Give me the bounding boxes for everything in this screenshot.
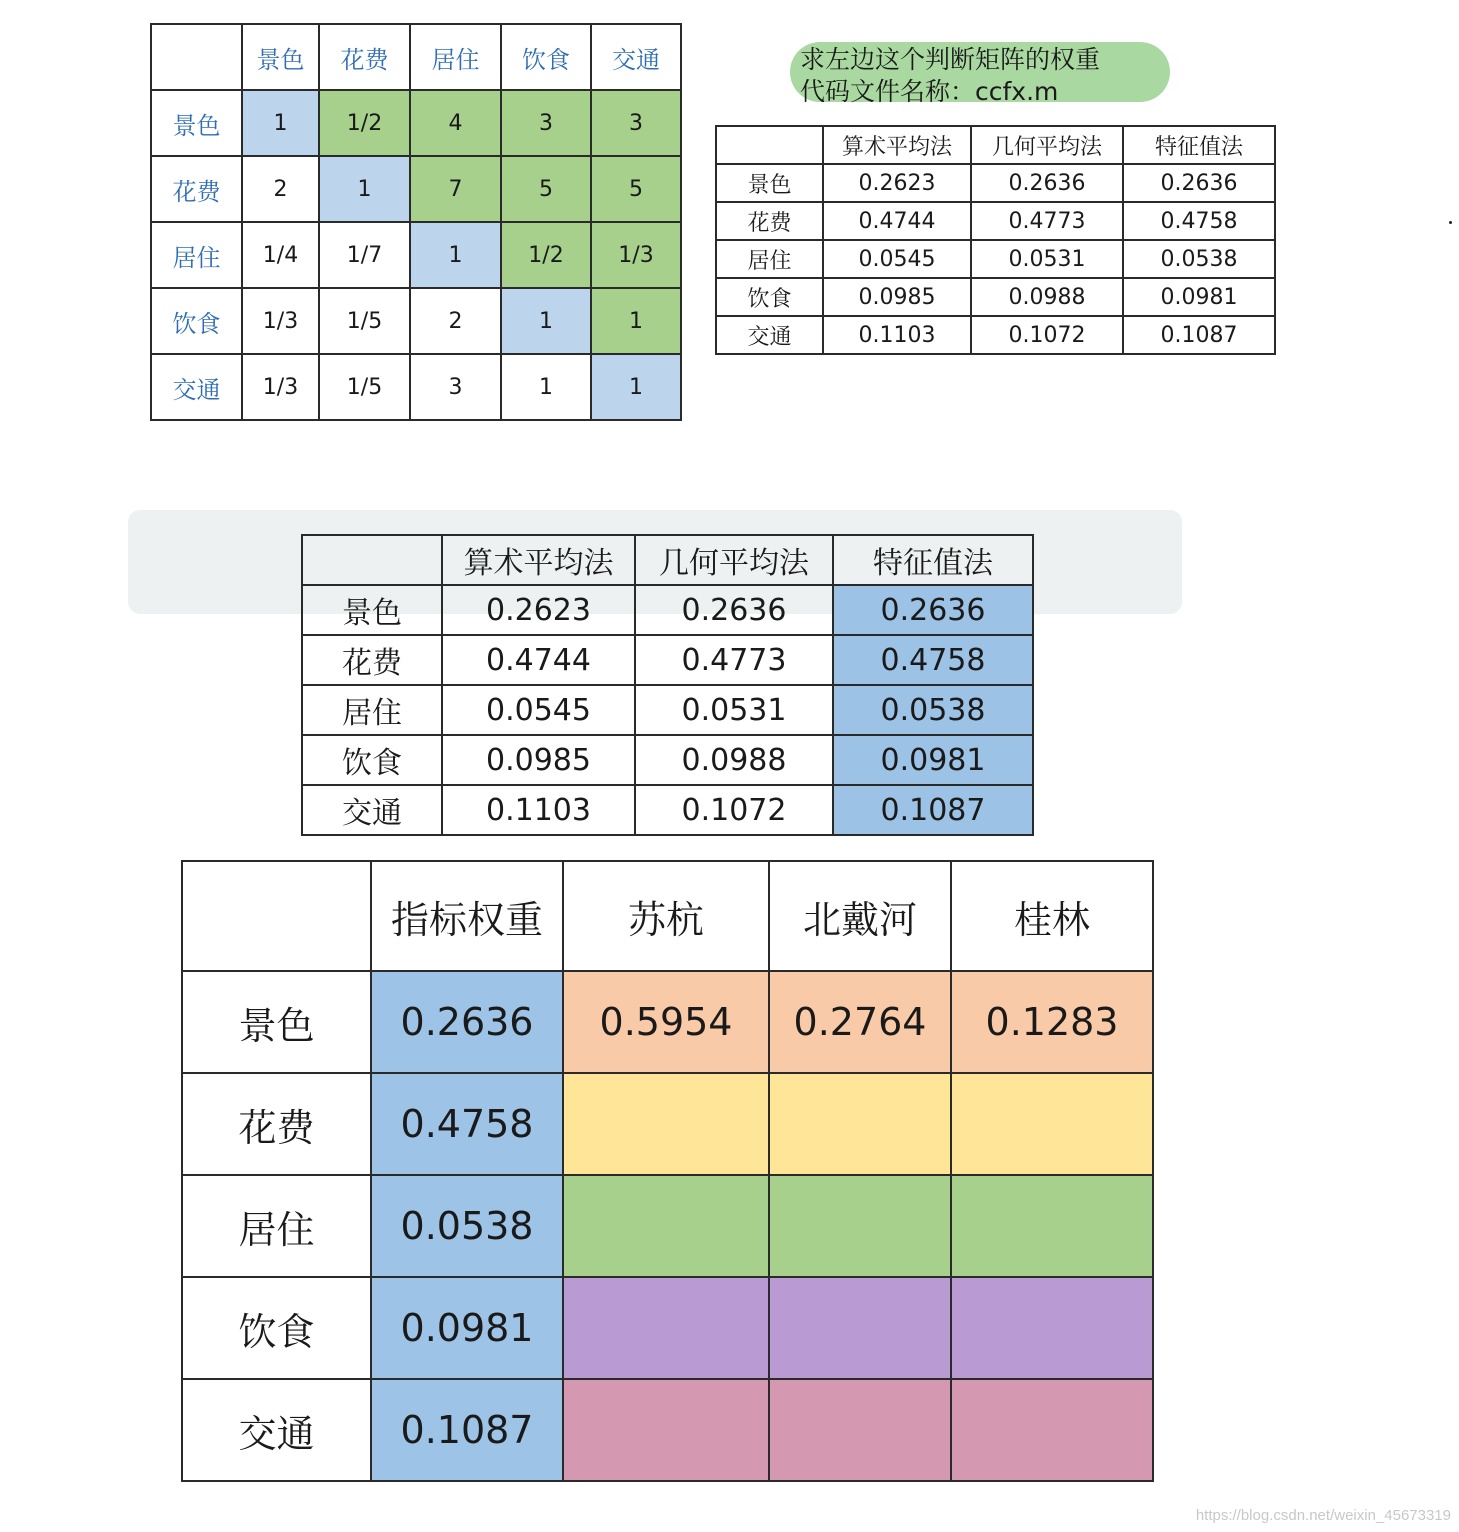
- weight-value: 0.0531: [635, 685, 833, 735]
- weights-row: [716, 316, 1275, 354]
- score-cell: [951, 1277, 1153, 1379]
- weights-row: [302, 585, 1033, 635]
- weight-value: 0.2623: [442, 585, 635, 635]
- task-note-bubble: [790, 42, 1170, 106]
- weight-value: 0.0981: [1123, 278, 1275, 316]
- watermark-url: https://blog.csdn.net/weixin_45673319: [1195, 1507, 1451, 1524]
- matrix-cell-diagonal: 1: [242, 90, 319, 156]
- weight-value: 0.4773: [971, 202, 1123, 240]
- matrix-col-header: 饮食: [501, 24, 591, 90]
- weight-value: 0.2636: [635, 585, 833, 635]
- criterion-label: 花费: [302, 635, 442, 685]
- matrix-row: [151, 222, 681, 288]
- matrix-cell-diagonal: 1: [591, 354, 681, 420]
- matrix-corner-cell: [151, 24, 242, 90]
- matrix-header-row: [151, 24, 681, 90]
- eigen-weight-highlight: 0.4758: [833, 635, 1033, 685]
- weight-value: 0.4744: [823, 202, 971, 240]
- score-corner-cell: [182, 861, 371, 971]
- judgment-matrix-table: [150, 23, 682, 421]
- method-header: 特征值法: [1123, 126, 1275, 164]
- weights-row: [716, 202, 1275, 240]
- weight-value: 0.2636: [1123, 164, 1275, 202]
- score-cell: [951, 1379, 1153, 1481]
- score-cell: 0.2764: [769, 971, 951, 1073]
- weights-row: [302, 735, 1033, 785]
- criterion-weight: 0.0538: [371, 1175, 563, 1277]
- weight-value: 0.1087: [1123, 316, 1275, 354]
- matrix-col-header: 交通: [591, 24, 681, 90]
- score-cell: 0.5954: [563, 971, 769, 1073]
- matrix-cell: 2: [242, 156, 319, 222]
- matrix-row-header: 饮食: [151, 288, 242, 354]
- score-col-header: 北戴河: [769, 861, 951, 971]
- matrix-cell: 5: [591, 156, 681, 222]
- matrix-cell: 3: [501, 90, 591, 156]
- matrix-col-header: 景色: [242, 24, 319, 90]
- matrix-row: [151, 90, 681, 156]
- score-row: [182, 971, 1153, 1073]
- weight-value: 0.2636: [971, 164, 1123, 202]
- matrix-col-header: 花费: [319, 24, 410, 90]
- weight-value: 0.2623: [823, 164, 971, 202]
- score-header-row: [182, 861, 1153, 971]
- matrix-cell: 1: [591, 288, 681, 354]
- matrix-row: [151, 288, 681, 354]
- scoring-table: [181, 860, 1154, 1482]
- matrix-cell: 1/2: [501, 222, 591, 288]
- score-cell: [951, 1073, 1153, 1175]
- matrix-cell-diagonal: 1: [410, 222, 501, 288]
- weight-value: 0.0545: [823, 240, 971, 278]
- weight-value: 0.4758: [1123, 202, 1275, 240]
- weights-corner-cell: [716, 126, 823, 164]
- criterion-label: 景色: [302, 585, 442, 635]
- criterion-label: 居住: [182, 1175, 371, 1277]
- matrix-row: [151, 156, 681, 222]
- score-cell: [563, 1073, 769, 1175]
- weights-header-row: [302, 535, 1033, 585]
- criterion-label: 饮食: [302, 735, 442, 785]
- weight-value: 0.0545: [442, 685, 635, 735]
- criterion-label: 花费: [716, 202, 823, 240]
- score-row: [182, 1073, 1153, 1175]
- matrix-cell: 5: [501, 156, 591, 222]
- weights-row: [716, 278, 1275, 316]
- stray-dot-mark: [1449, 221, 1452, 224]
- eigen-weight-highlight: 0.0981: [833, 735, 1033, 785]
- criterion-weight: 0.0981: [371, 1277, 563, 1379]
- criterion-label: 景色: [716, 164, 823, 202]
- eigen-weight-highlight: 0.2636: [833, 585, 1033, 635]
- task-note-line: 求左边这个判断矩阵的权重: [800, 45, 1101, 74]
- weight-value: 0.0988: [971, 278, 1123, 316]
- criterion-label: 居住: [716, 240, 823, 278]
- weight-value: 0.1072: [971, 316, 1123, 354]
- weights-table-small: [715, 125, 1276, 355]
- matrix-col-header: 居住: [410, 24, 501, 90]
- weight-value: 0.4744: [442, 635, 635, 685]
- matrix-cell: 3: [410, 354, 501, 420]
- score-col-header: 苏杭: [563, 861, 769, 971]
- method-header: 算术平均法: [823, 126, 971, 164]
- score-col-header: 指标权重: [371, 861, 563, 971]
- weight-value: 0.0985: [442, 735, 635, 785]
- matrix-cell: 1/5: [319, 354, 410, 420]
- score-cell: [563, 1277, 769, 1379]
- matrix-cell-diagonal: 1: [319, 156, 410, 222]
- score-row: [182, 1175, 1153, 1277]
- weight-value: 0.0531: [971, 240, 1123, 278]
- score-cell: [951, 1175, 1153, 1277]
- matrix-row-header: 花费: [151, 156, 242, 222]
- matrix-cell: 1/4: [242, 222, 319, 288]
- weight-value: 0.1103: [442, 785, 635, 835]
- weights-header-row: [716, 126, 1275, 164]
- matrix-cell: 1/5: [319, 288, 410, 354]
- score-cell: [563, 1379, 769, 1481]
- weight-value: 0.0538: [1123, 240, 1275, 278]
- score-cell: [769, 1379, 951, 1481]
- score-cell: [769, 1175, 951, 1277]
- weight-value: 0.0985: [823, 278, 971, 316]
- score-row: [182, 1277, 1153, 1379]
- matrix-row-header: 居住: [151, 222, 242, 288]
- matrix-cell-diagonal: 1: [501, 288, 591, 354]
- weights-row: [302, 785, 1033, 835]
- matrix-row-header: 交通: [151, 354, 242, 420]
- criterion-label: 交通: [302, 785, 442, 835]
- weight-value: 0.4773: [635, 635, 833, 685]
- score-cell: [769, 1277, 951, 1379]
- criterion-weight: 0.2636: [371, 971, 563, 1073]
- matrix-cell: 1/7: [319, 222, 410, 288]
- weights-row: [302, 635, 1033, 685]
- score-col-header: 桂林: [951, 861, 1153, 971]
- matrix-cell: 3: [591, 90, 681, 156]
- matrix-cell: 1: [501, 354, 591, 420]
- weights-row: [716, 240, 1275, 278]
- weights-table-large: [301, 534, 1034, 836]
- score-cell: 0.1283: [951, 971, 1153, 1073]
- criterion-label: 景色: [182, 971, 371, 1073]
- matrix-cell: 7: [410, 156, 501, 222]
- criterion-weight: 0.4758: [371, 1073, 563, 1175]
- weights-corner-cell: [302, 535, 442, 585]
- weight-value: 0.1072: [635, 785, 833, 835]
- method-header: 几何平均法: [635, 535, 833, 585]
- criterion-weight: 0.1087: [371, 1379, 563, 1481]
- score-cell: [769, 1073, 951, 1175]
- matrix-cell: 2: [410, 288, 501, 354]
- matrix-cell: 1/3: [591, 222, 681, 288]
- method-header: 算术平均法: [442, 535, 635, 585]
- method-header: 特征值法: [833, 535, 1033, 585]
- criterion-label: 交通: [182, 1379, 371, 1481]
- score-row: [182, 1379, 1153, 1481]
- criterion-label: 居住: [302, 685, 442, 735]
- score-cell: [563, 1175, 769, 1277]
- weight-value: 0.1103: [823, 316, 971, 354]
- eigen-weight-highlight: 0.1087: [833, 785, 1033, 835]
- matrix-cell: 1/3: [242, 354, 319, 420]
- matrix-cell: 1/2: [319, 90, 410, 156]
- matrix-cell: 4: [410, 90, 501, 156]
- criterion-label: 饮食: [716, 278, 823, 316]
- eigen-weight-highlight: 0.0538: [833, 685, 1033, 735]
- criterion-label: 饮食: [182, 1277, 371, 1379]
- weight-value: 0.0988: [635, 735, 833, 785]
- weights-row: [716, 164, 1275, 202]
- criterion-label: 花费: [182, 1073, 371, 1175]
- matrix-row: [151, 354, 681, 420]
- code-filename-note: 代码文件名称：ccfx.m: [800, 77, 1059, 106]
- matrix-cell: 1/3: [242, 288, 319, 354]
- matrix-row-header: 景色: [151, 90, 242, 156]
- method-header: 几何平均法: [971, 126, 1123, 164]
- criterion-label: 交通: [716, 316, 823, 354]
- weights-row: [302, 685, 1033, 735]
